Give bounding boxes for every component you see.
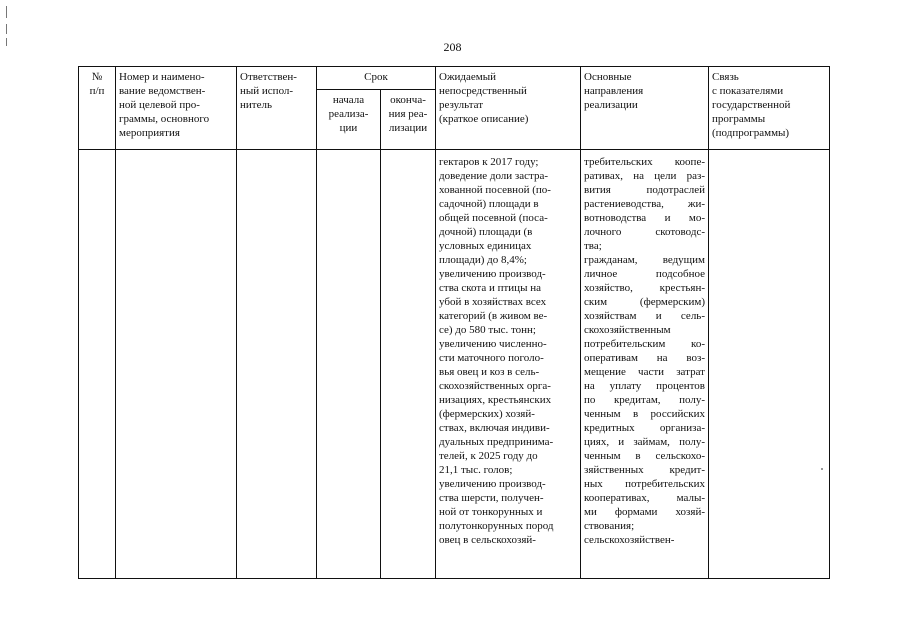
directions-line: циях, и займам, полу- bbox=[584, 436, 705, 448]
directions-line: хозяйство, крестьян- bbox=[584, 282, 705, 294]
cell-name bbox=[116, 150, 237, 579]
header-directions-text: Основные направления реализации bbox=[584, 71, 644, 111]
header-term-start-text: начала реализа- ции bbox=[328, 94, 369, 134]
cell-link bbox=[709, 150, 830, 579]
directions-line: на уплату процентов bbox=[584, 380, 705, 392]
directions-line: вития подотраслей bbox=[584, 184, 705, 196]
directions-line: ративах, на цели раз- bbox=[584, 170, 705, 182]
header-link bbox=[709, 67, 830, 150]
scan-margin-mark bbox=[6, 38, 7, 46]
directions-line: оперативам на воз- bbox=[584, 352, 705, 364]
directions-line: зяйственных кредит- bbox=[584, 464, 705, 476]
table-header-row bbox=[79, 67, 830, 90]
cell-responsible bbox=[237, 150, 317, 579]
directions-line: вотноводства и мо- bbox=[584, 212, 705, 224]
directions-line: ченным в российских bbox=[584, 408, 705, 420]
scan-margin-mark bbox=[6, 24, 7, 34]
header-link-text: Связь с показателями государственной программы (подпрограммы) bbox=[712, 71, 791, 139]
header-term bbox=[317, 67, 436, 90]
header-responsible-text: Ответствен- ный испол- нитель bbox=[240, 71, 297, 111]
directions-line: скохозяйственным bbox=[584, 324, 671, 336]
program-table bbox=[78, 66, 830, 579]
directions-line: мещение части затрат bbox=[584, 366, 705, 378]
directions-line: ским (фермерским) bbox=[584, 296, 705, 308]
header-responsible bbox=[237, 67, 317, 150]
directions-line: кредитных организа- bbox=[584, 422, 705, 434]
page-number: 208 bbox=[443, 40, 462, 54]
directions-text bbox=[584, 155, 705, 547]
directions-line: ствования; bbox=[584, 520, 635, 532]
directions-line: тва; bbox=[584, 240, 602, 252]
scan-margin-mark bbox=[6, 6, 7, 18]
header-num-text: № п/п bbox=[89, 71, 105, 97]
cell-result bbox=[436, 150, 581, 579]
directions-line: хозяйствам и сель- bbox=[584, 310, 705, 322]
header-term-end-text: оконча- ния реа- лизации bbox=[388, 94, 428, 134]
directions-line: ных потребительских bbox=[584, 478, 705, 490]
cell-num bbox=[79, 150, 116, 579]
header-name bbox=[116, 67, 237, 150]
header-term-text: Срок bbox=[364, 71, 388, 83]
header-term-start bbox=[317, 90, 381, 150]
header-term-end bbox=[381, 90, 436, 150]
cell-term-end bbox=[381, 150, 436, 579]
header-name-text: Номер и наимено- вание ведомствен- ной целевой про- граммы, основного мероприятия bbox=[119, 71, 210, 139]
directions-line: ченным в сельскохо- bbox=[584, 450, 705, 462]
header-num bbox=[79, 67, 116, 150]
directions-line: гражданам, ведущим bbox=[584, 254, 705, 266]
directions-line: по кредитам, полу- bbox=[584, 394, 705, 406]
directions-line: лочного скотоводс- bbox=[584, 226, 705, 238]
directions-line: кооперативах, малы- bbox=[584, 492, 705, 504]
header-result-text: Ожидаемый непосредственный результат (краткое описание) bbox=[439, 71, 529, 125]
directions-line: требительских коопе- bbox=[584, 156, 705, 168]
directions-line: потребительским ко- bbox=[584, 338, 705, 350]
table-row bbox=[79, 150, 830, 579]
directions-line: личное подсобное bbox=[584, 268, 705, 280]
directions-line: ми формами хозяй- bbox=[584, 506, 705, 518]
cell-directions bbox=[581, 150, 709, 579]
cell-term-start bbox=[317, 150, 381, 579]
header-result bbox=[436, 67, 581, 150]
directions-line: растениеводства, жи- bbox=[584, 198, 705, 210]
result-text: гектаров к 2017 году; доведение доли застра- хованной посевной (по- садочной) площади в общей посевной (поса- дочной) площади (в условных единицах площади) до 8,4%; увеличению производ- ства скота и птицы на убой в хозяйствах всех категорий (в живом ве- се) до 580 тыс. тонн; увеличению численно- сти маточного поголо- вья овец и коз в сель- скохозяйственных орга- низациях, крестьянских (фермерских) хозяй- ствах, включая индиви- дуальных предпринима- телей, к 2025 году до 21,1 тыс. голов; увеличению производ- ства шерсти, получен- ной от тонкорунных и полутонкорунных пород овец в сельскохозяй- bbox=[439, 156, 554, 546]
directions-line: сельскохозяйствен- bbox=[584, 534, 675, 546]
header-directions bbox=[581, 67, 709, 150]
